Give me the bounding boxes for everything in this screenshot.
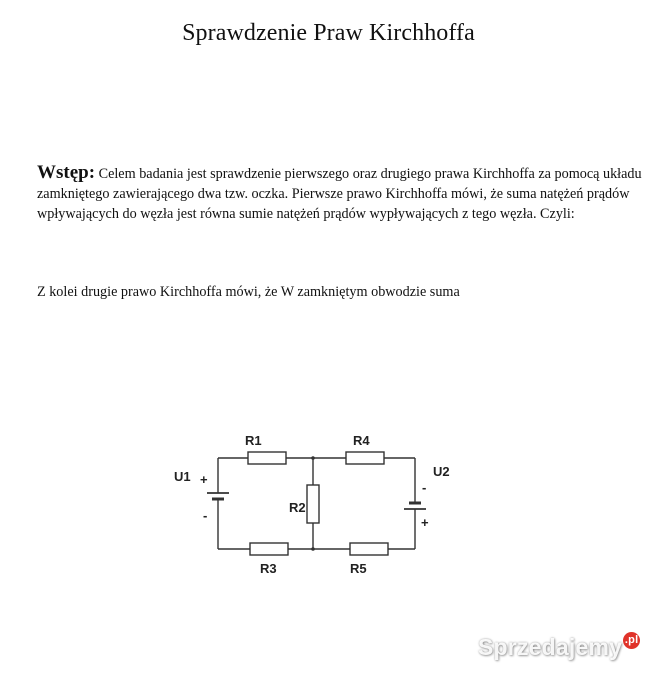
- resistor-r5: [350, 543, 388, 555]
- document-title: Sprawdzenie Praw Kirchhoffa: [182, 20, 475, 46]
- resistor-r2: [307, 485, 319, 523]
- watermark-badge: .pl: [623, 632, 640, 649]
- label-r2: R2: [289, 500, 306, 515]
- node-bottom: [311, 547, 315, 551]
- circuit-diagram: [160, 420, 460, 590]
- second-law-paragraph: Z kolei drugie prawo Kirchhoffa mówi, że W zamkniętym obwodzie suma: [37, 284, 460, 300]
- label-u2-plus: +: [421, 515, 429, 530]
- resistor-r4: [346, 452, 384, 464]
- resistor-r3: [250, 543, 288, 555]
- watermark-logo: [478, 632, 640, 661]
- label-r4: R4: [353, 433, 370, 448]
- label-u1-plus: +: [200, 472, 208, 487]
- resistor-r1: [248, 452, 286, 464]
- label-u2-minus: -: [422, 480, 427, 495]
- label-r1: R1: [245, 433, 262, 448]
- label-u1: U1: [174, 469, 191, 484]
- label-u2: U2: [433, 464, 450, 479]
- label-r5: R5: [350, 561, 367, 576]
- watermark-brand: Sprzedajemy: [478, 634, 623, 660]
- intro-lead: Wstęp:: [37, 162, 96, 183]
- intro-paragraph: [37, 163, 649, 224]
- intro-text: Celem badania jest sprawdzenie pierwszego oraz drugiego prawa Kirchhoffa za pomocą układu zamkniętego zawierającego dwa tzw. oczka. Pierwsze prawo Kirchhoffa mówi, że suma natężeń prądów wpływających do węzła jest równa sumie natężeń prądów wypływających z tego węzła. Czyli:: [37, 166, 642, 222]
- label-r3: R3: [260, 561, 277, 576]
- node-top: [311, 456, 315, 460]
- label-u1-minus: -: [203, 508, 208, 523]
